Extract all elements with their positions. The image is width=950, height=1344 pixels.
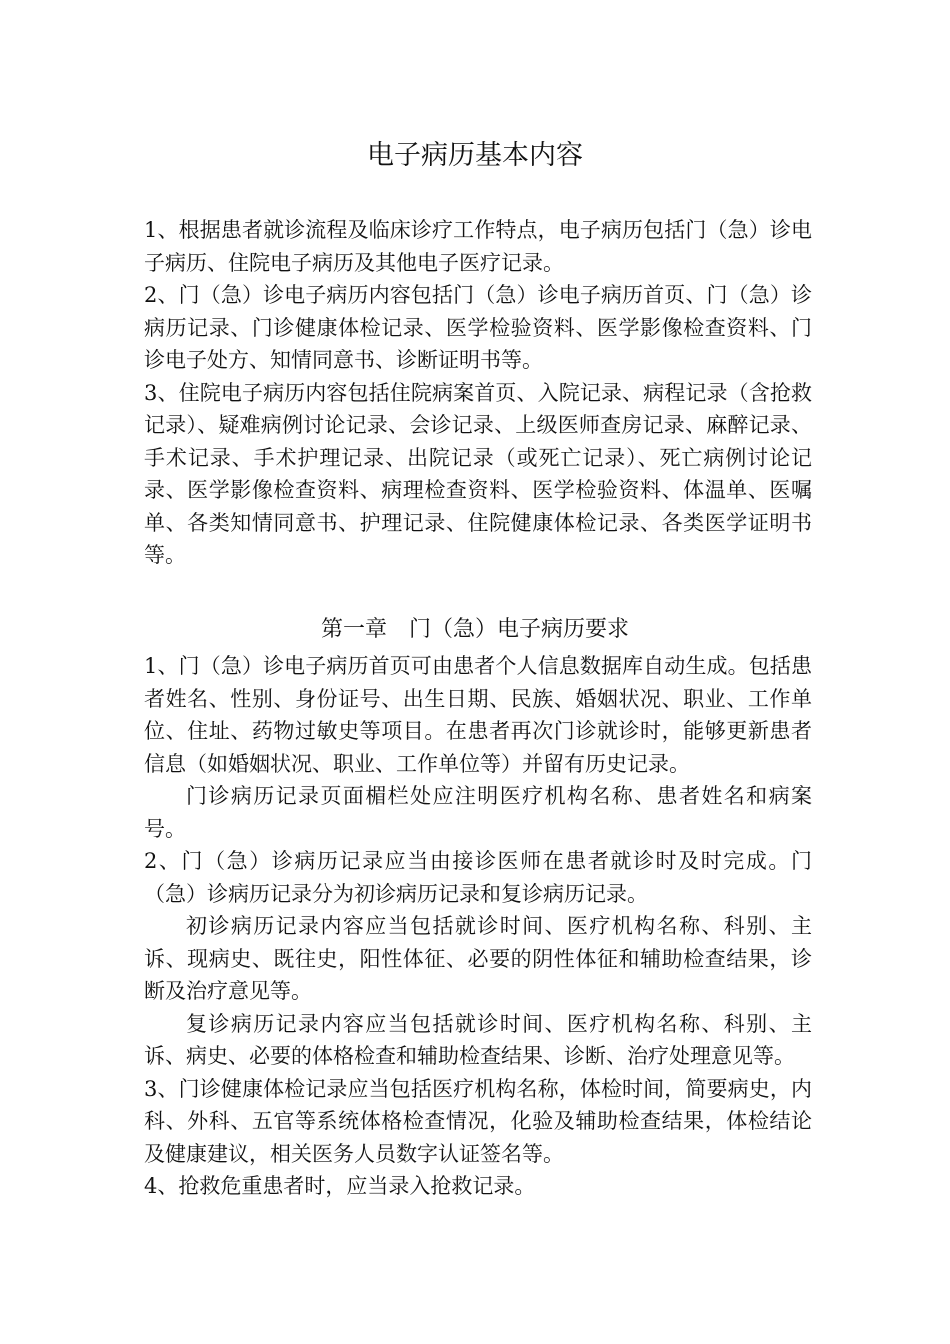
intro-paragraph-3: 3、住院电子病历内容包括住院病案首页、入院记录、病程记录（含抢救记录）、疑难病例讨论记录、会诊记录、上级医师查房记录、麻醉记录、手术记录、手术护理记录、出院记录（或死亡记录）、死亡病例讨论记录、医学影像检查资料、病理检查资料、医学检验资料、体温单、医嘱单、各类知情同意书、护理记录、住院健康体检记录、各类医学证明书等。 (144, 380, 812, 567)
chapter1-section (144, 650, 812, 1203)
chapter1-paragraph-3: 2、门（急）诊病历记录应当由接诊医师在患者就诊时及时完成。门（急）诊病历记录分为初诊病历记录和复诊病历记录。 (144, 849, 812, 906)
intro-paragraph-2: 2、门（急）诊电子病历内容包括门（急）诊电子病历首页、门（急）诊病历记录、门诊健康体检记录、医学检验资料、医学影像检查资料、门诊电子处方、知情同意书、诊断证明书等。 (144, 283, 812, 372)
chapter1-paragraph-2: 门诊病历记录页面楣栏处应注明医疗机构名称、患者姓名和病案号。 (144, 784, 812, 841)
chapter1-paragraph-1: 1、门（急）诊电子病历首页可由患者个人信息数据库自动生成。包括患者姓名、性别、身份证号、出生日期、民族、婚姻状况、职业、工作单位、住址、药物过敏史等项目。在患者再次门诊就诊时，能够更新患者信息（如婚姻状况、职业、工作单位等）并留有历史记录。 (144, 654, 812, 776)
chapter1-paragraph-6: 3、门诊健康体检记录应当包括医疗机构名称，体检时间，简要病史，内科、外科、五官等系统体格检查情况，化验及辅助检查结果，体检结论及健康建议，相关医务人员数字认证签名等。 (144, 1076, 812, 1166)
page-title: 电子病历基本内容 (367, 140, 583, 171)
chapter1-paragraph-7: 4、抢救危重患者时，应当录入抢救记录。 (144, 1174, 536, 1198)
chapter-heading: 第一章 门（急）电子病历要求 (320, 617, 629, 642)
chapter1-paragraph-5: 复诊病历记录内容应当包括就诊时间、医疗机构名称、科别、主诉、病史、必要的体格检查和辅助检查结果、诊断、治疗处理意见等。 (144, 1011, 812, 1068)
chapter1-paragraph-4: 初诊病历记录内容应当包括就诊时间、医疗机构名称、科别、主诉、现病史、既往史，阳性体征、必要的阴性体征和辅助检查结果，诊断及治疗意见等。 (144, 914, 812, 1003)
intro-paragraph-1: 1、根据患者就诊流程及临床诊疗工作特点，电子病历包括门（急）诊电子病历、住院电子病历及其他电子医疗记录。 (144, 218, 812, 275)
intro-section (144, 214, 812, 572)
